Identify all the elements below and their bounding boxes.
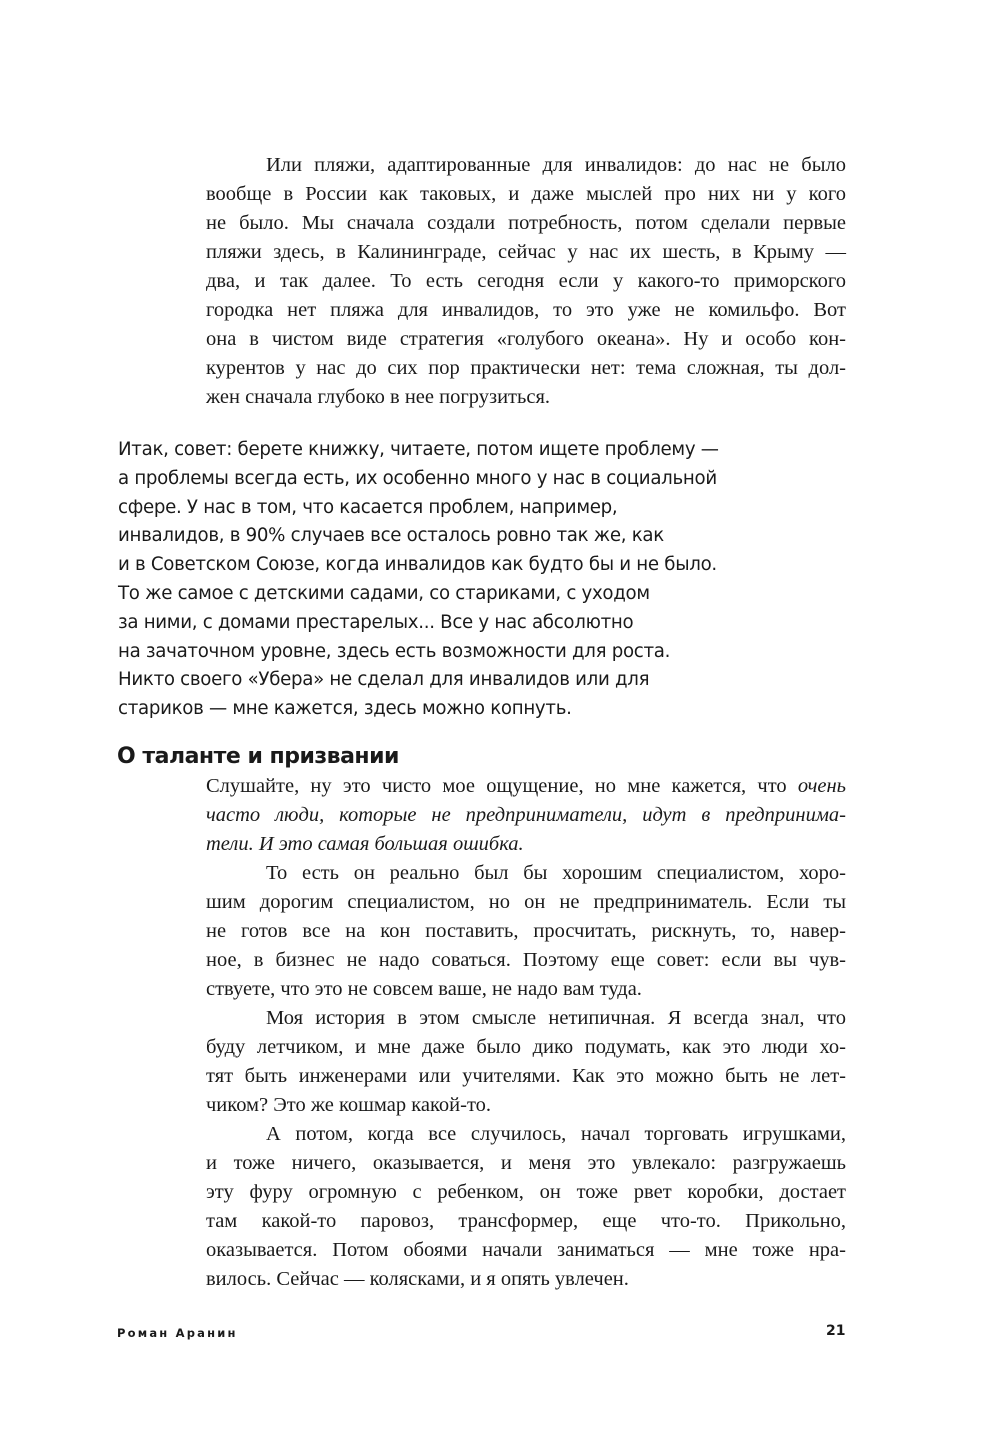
text-line: буду летчиком, и мне даже было дико подумать, как это люди хо- <box>206 1036 846 1058</box>
emphasis-text: очень <box>797 775 846 797</box>
text-line: А потом, когда все случилось, начал торговать игрушками, <box>266 1123 846 1145</box>
text-line: на зачаточном уровне, здесь есть возможности для роста. <box>118 640 671 662</box>
text-line: тят быть инженерами или учителями. Как это можно быть не лет- <box>206 1065 846 1087</box>
advice-paragraph <box>118 436 778 724</box>
text-line: не готов все на кон поставить, просчитать, рискнуть, то, навер- <box>206 920 846 942</box>
text-line: То же самое с детскими садами, со стариками, с уходом <box>118 582 650 604</box>
page-number: 21 <box>826 1323 846 1339</box>
text-line: То есть он реально был бы хорошим специалистом, хоро- <box>266 862 846 884</box>
text-line: ное, в бизнес не надо соваться. Поэтому еще совет: если вы чув- <box>206 949 846 971</box>
text-line: оказывается. Потом обоями начали заниматься — мне тоже нра- <box>206 1239 846 1261</box>
text-line <box>206 772 846 801</box>
text-line: Моя история в этом смысле нетипичная. Я всегда знал, что <box>266 1007 846 1029</box>
quote-paragraph-beaches <box>206 151 846 412</box>
emphasis-text: часто люди, которые не предприниматели, идут в предпринима- <box>206 804 846 826</box>
text-line: она в чистом виде стратегия «голубого океана». Ну и особо кон- <box>206 328 846 350</box>
text-line: жен сначала глубоко в нее погрузиться. <box>206 386 551 408</box>
text-run: Слушайте, ну это чисто мое ощущение, но мне кажется, что <box>206 775 798 797</box>
text-line: стариков — мне кажется, здесь можно копнуть. <box>118 698 572 720</box>
text-line: шим дорогим специалистом, но он не предприниматель. Если ты <box>206 891 846 913</box>
section-body <box>206 772 846 1294</box>
text-line: эту фуру огромную с ребенком, он тоже рвет коробки, достает <box>206 1181 846 1203</box>
text-line: Никто своего «Убера» не сделал для инвалидов или для <box>118 669 650 691</box>
text-line: пляжи здесь, в Калининграде, сейчас у нас их шесть, в Крыму — <box>206 241 846 263</box>
text-line: два, и так далее. То есть сегодня если у какого-то приморского <box>206 270 846 292</box>
text-line: там какой-то паровоз, трансформер, еще что-то. Прикольно, <box>206 1210 846 1232</box>
footer-author: Роман Аранин <box>117 1326 238 1340</box>
text-line: и в Советском Союзе, когда инвалидов как будто бы и не было. <box>118 554 717 576</box>
text-line: сфере. У нас в том, что касается проблем, например, <box>118 496 618 518</box>
text-line: за ними, с домами престарелых... Все у нас абсолютно <box>118 611 634 633</box>
text-line: чиком? Это же кошмар какой-то. <box>206 1094 492 1116</box>
text-line: городка нет пляжа для инвалидов, то это уже не комильфо. Вот <box>206 299 846 321</box>
text-line: ствуете, что это не совсем ваше, не надо вам туда. <box>206 978 642 1000</box>
text-line: вилось. Сейчас — колясками, и я опять увлечен. <box>206 1268 629 1290</box>
text-line <box>206 830 846 859</box>
text-line: вообще в России как таковых, и даже мыслей про них ни у кого <box>206 183 846 205</box>
text-line: курентов у нас до сих пор практически нет: тема сложная, ты дол- <box>206 357 846 379</box>
text-line: Итак, совет: берете книжку, читаете, потом ищете проблему — <box>118 439 719 460</box>
section-heading: О таланте и призвании <box>117 744 399 769</box>
text-line <box>206 801 846 830</box>
emphasis-text: тели. И это самая большая ошибка. <box>206 833 524 855</box>
text-line: не было. Мы сначала создали потребность, потом сделали первые <box>206 212 846 234</box>
text-line: и тоже ничего, оказывается, и меня это увлекало: разгружаешь <box>206 1152 846 1174</box>
text-line: а проблемы всегда есть, их особенно много у нас в социальной <box>118 467 717 489</box>
text-line: инвалидов, в 90% случаев все осталось ровно так же, как <box>118 525 664 547</box>
text-line: Или пляжи, адаптированные для инвалидов: до нас не было <box>266 154 846 176</box>
